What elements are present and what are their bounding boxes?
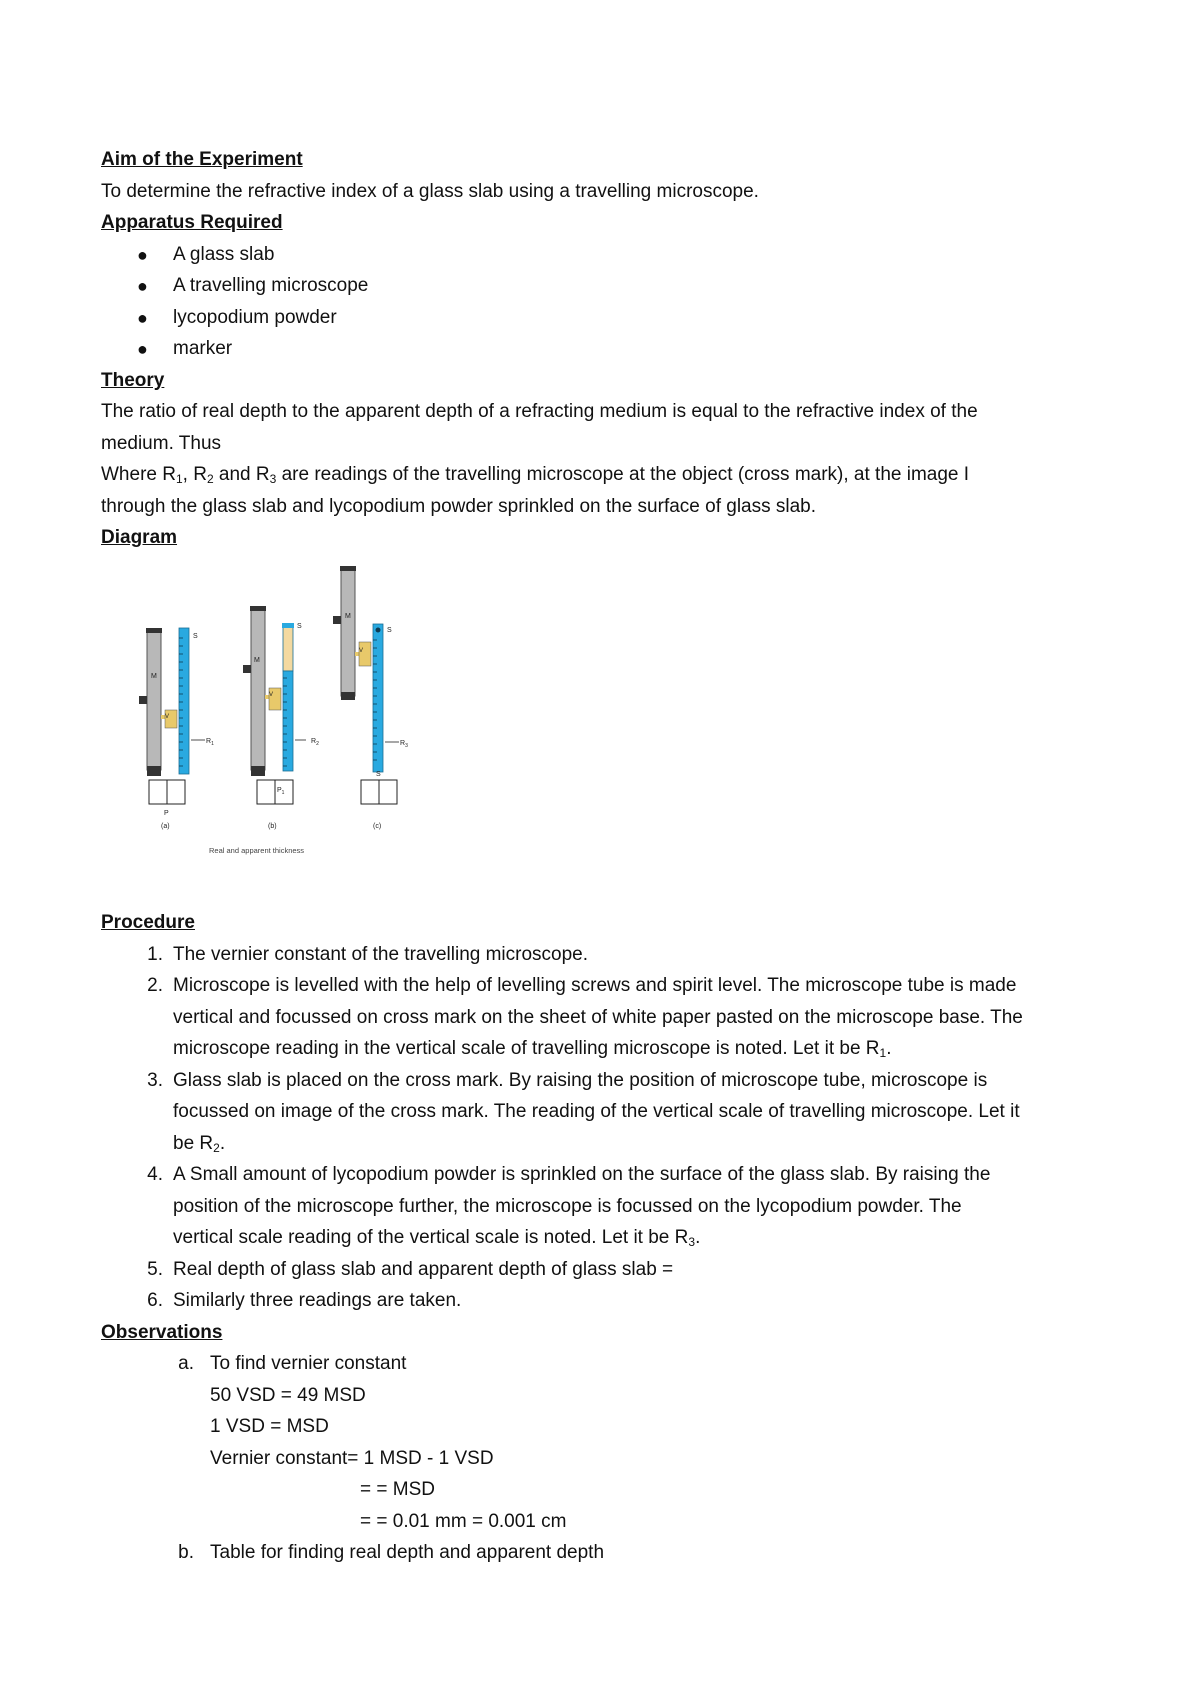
- aim-text: To determine the refractive index of a glass slab using a travelling microscope.: [101, 181, 759, 202]
- microscope-label: M: [151, 673, 157, 680]
- vertical-scale: [179, 628, 189, 774]
- observation-label: b.: [178, 1542, 194, 1563]
- scale-label: S: [193, 633, 198, 640]
- bullet: ●: [137, 308, 148, 328]
- diagram-heading: Diagram: [101, 527, 178, 548]
- step-number: 5.: [147, 1259, 163, 1280]
- diagram-panel-c: [333, 566, 408, 830]
- reading-label: $R_1$: [206, 738, 214, 747]
- scale-label: S: [387, 627, 392, 634]
- theory-line: The ratio of real depth to the apparent depth of a refracting medium is equal to the refractive index of the: [101, 401, 978, 422]
- diagram-caption: Real and apparent thickness: [209, 846, 305, 855]
- step-number: 2.: [147, 975, 163, 996]
- observation-text: = = 0.01 mm = 0.001 cm: [360, 1511, 567, 1532]
- procedure-step: focussed on image of the cross mark. The reading of the vertical scale of travelling microscope. Let it: [173, 1101, 1020, 1122]
- procedure-step: Similarly three readings are taken.: [173, 1290, 462, 1311]
- diagram-panel-a: [139, 628, 214, 830]
- object-label: P: [164, 810, 169, 817]
- procedure-step: microscope reading in the vertical scale of travelling microscope is noted. Let it be $R_1$.: [173, 1038, 892, 1060]
- reading-label: $R_2$: [311, 738, 319, 747]
- bullet: ●: [137, 339, 148, 359]
- observation-text: 50 VSD = 49 MSD: [210, 1385, 366, 1406]
- vernier-label: V: [359, 648, 364, 654]
- caption-c: (c): [373, 823, 382, 830]
- procedure-step: be $R_2$.: [173, 1133, 226, 1155]
- procedure-step: A Small amount of lycopodium powder is sprinkled on the surface of the glass slab. By raising the: [173, 1164, 991, 1185]
- caption-b: (b): [268, 823, 277, 830]
- reading-label: $R_3$: [400, 740, 408, 749]
- vernier-label: V: [165, 714, 170, 720]
- microscope-label: M: [254, 657, 260, 664]
- step-number: 6.: [147, 1290, 163, 1311]
- aim-heading: Aim of the Experiment: [101, 149, 303, 170]
- procedure-step: position of the microscope further, the microscope is focussed on the lycopodium powder. The: [173, 1196, 962, 1217]
- bullet: ●: [137, 276, 148, 296]
- microscope-tube: [147, 630, 161, 770]
- apparatus-item: marker: [173, 338, 233, 359]
- apparatus-item: A glass slab: [173, 244, 275, 265]
- theory-line: through the glass slab and lycopodium powder sprinkled on the surface of glass slab.: [101, 496, 817, 517]
- step-number: 3.: [147, 1070, 163, 1091]
- observation-text: 1 VSD = MSD: [210, 1416, 329, 1437]
- microscope-label: M: [345, 613, 351, 620]
- vernier-label: V: [269, 692, 274, 698]
- theory-heading: Theory: [101, 370, 165, 391]
- procedure-step: Real depth of glass slab and apparent depth of glass slab =: [173, 1259, 674, 1280]
- diagram-panel-b: [243, 606, 319, 830]
- bullet: ●: [137, 245, 148, 265]
- vertical-scale: [373, 624, 383, 772]
- microscope-tube: [341, 568, 355, 696]
- observation-text: Vernier constant= 1 MSD - 1 VSD: [210, 1448, 494, 1469]
- scale-label: S: [297, 623, 302, 630]
- theory-line: Where $R_1$, $R_2$ and $R_3$ are readings of the travelling microscope at the object (cross mark), at the image I: [101, 464, 970, 486]
- step-number: 4.: [147, 1164, 163, 1185]
- observation-text: = = MSD: [360, 1479, 435, 1500]
- procedure-step: vertical and focussed on cross mark on the sheet of white paper pasted on the microscope base. The: [173, 1007, 1023, 1028]
- procedure-heading: Procedure: [101, 912, 195, 933]
- microscope-diagram: [101, 550, 431, 870]
- observation-text: Table for finding real depth and apparent depth: [210, 1542, 605, 1563]
- surface-label: S: [376, 771, 381, 778]
- observation-label: a.: [178, 1353, 194, 1374]
- step-number: 1.: [147, 944, 163, 965]
- microscope-tube: [251, 608, 265, 770]
- apparatus-item: lycopodium powder: [173, 307, 337, 328]
- apparatus-heading: Apparatus Required: [101, 212, 283, 233]
- procedure-step: The vernier constant of the travelling microscope.: [173, 944, 589, 965]
- procedure-step: Glass slab is placed on the cross mark. By raising the position of microscope tube, microscope is: [173, 1070, 988, 1091]
- image-label: $P_1$: [277, 787, 285, 796]
- theory-line: medium. Thus: [101, 433, 222, 454]
- apparatus-item: A travelling microscope: [173, 275, 369, 296]
- observations-heading: Observations: [101, 1322, 223, 1343]
- procedure-step: Microscope is levelled with the help of levelling screws and spirit level. The microscope tube is made: [173, 975, 1017, 996]
- observation-text: To find vernier constant: [210, 1353, 407, 1374]
- procedure-step: vertical scale reading of the vertical scale is noted. Let it be $R_3$.: [173, 1227, 701, 1249]
- caption-a: (a): [161, 823, 170, 830]
